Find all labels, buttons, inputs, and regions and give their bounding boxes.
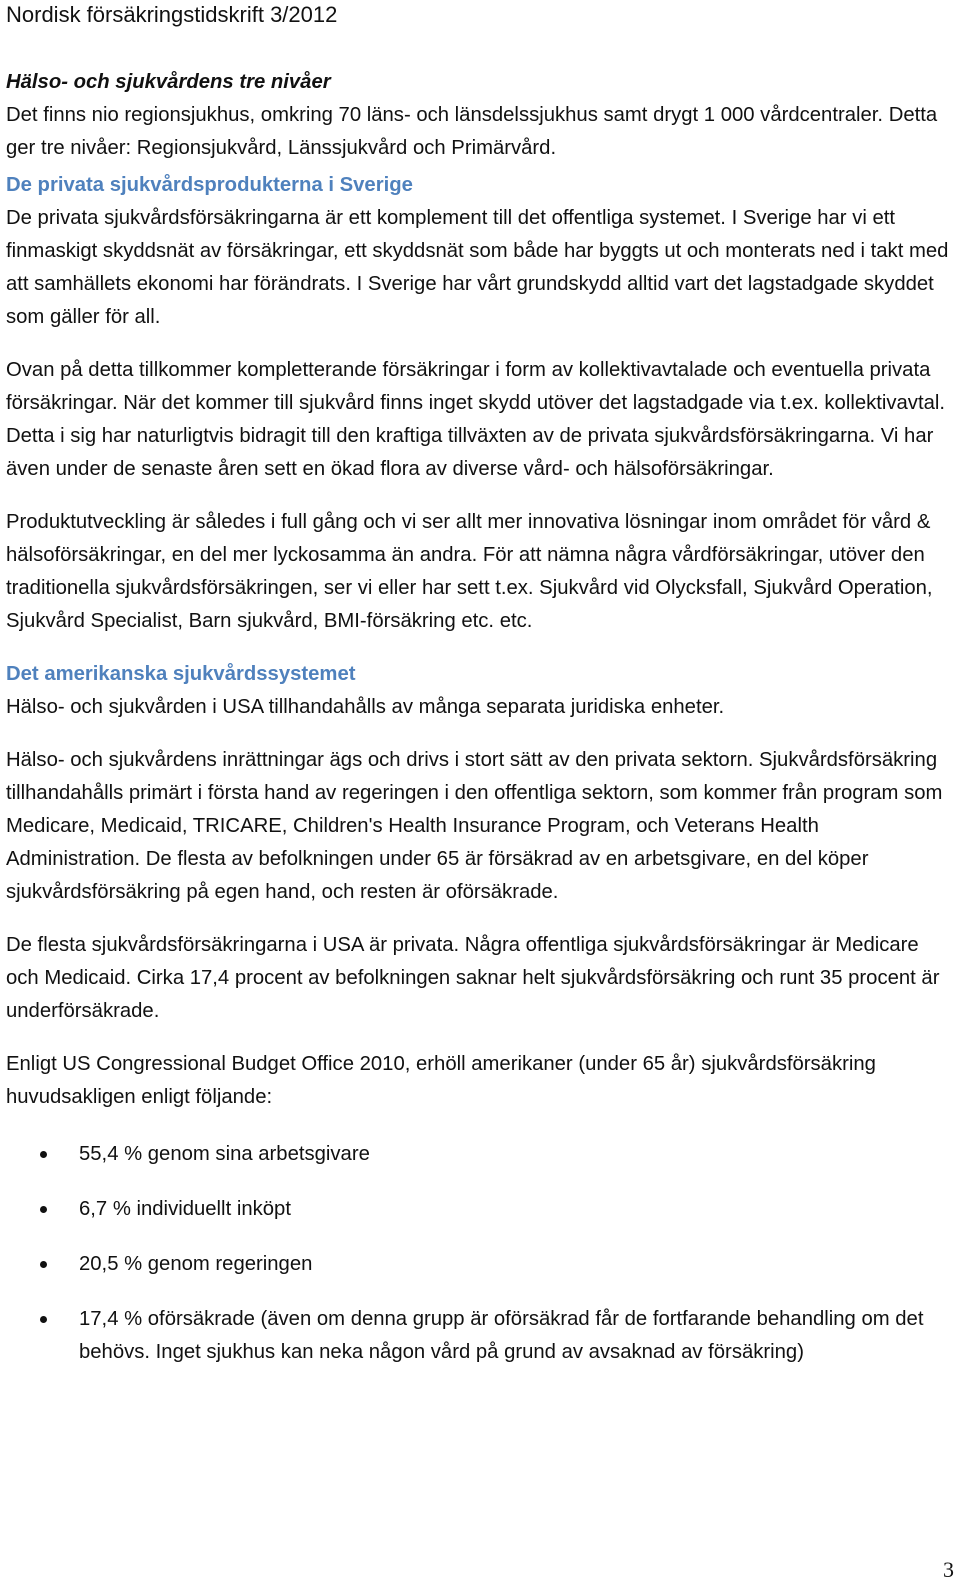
paragraph-nivaer: Det finns nio regionsjukhus, omkring 70 läns- och länsdelssjukhus samt drygt 1 000 vårdcentraler. Detta ger tre nivåer: Regionsjukvård, Länssjukvård och Primärvård. xyxy=(6,104,938,159)
bullet-icon xyxy=(40,1316,47,1323)
bullet-icon xyxy=(40,1261,47,1268)
list-item-text: 17,4 % oförsäkrade (även om denna grupp är oförsäkrad får de fortfarande behandling om det behövs. Inget sjukhus kan neka någon vård på grund av avsaknad av försäkring) xyxy=(79,1308,924,1363)
section-heading-privata: De privata sjukvårdsprodukterna i Sverige xyxy=(6,174,413,196)
paragraph-usa-1: Hälso- och sjukvården i USA tillhandahålls av många separata juridiska enheter. xyxy=(6,696,725,718)
list-item-text: 55,4 % genom sina arbetsgivare xyxy=(79,1143,370,1165)
list-item-text: 20,5 % genom regeringen xyxy=(79,1253,313,1275)
list-item xyxy=(6,1138,954,1171)
paragraph-privata-3: Produktutveckling är således i full gång och vi ser allt mer innovativa lösningar inom området för vård & hälsoförsäkringar, en del mer lyckosamma än andra. För att nämna några vårdförsäkringar, utöver den traditionella sjukvårdsförsäkringen, ser vi eller har sett t.ex. Sjukvård vid Olycksfall, Sjukvård Operation, Sjukvård Specialist, Barn sjukvård, BMI-försäkring etc. etc. xyxy=(6,511,933,632)
paragraph-privata-1: De privata sjukvårdsförsäkringarna är ett komplement till det offentliga systemet. I Sverige har vi ett finmaskigt skyddsnät av försäkringar, ett skyddsnät som både har byggts ut och monterats ned i takt med att samhällets ekonomi har förändrats. I Sverige har vårt grundskydd alltid vart det lagstadgade skyddet som gäller för all. xyxy=(6,207,949,328)
bullet-icon xyxy=(40,1206,47,1213)
page-number: 3 xyxy=(943,1557,954,1582)
insurance-breakdown-list xyxy=(6,1138,954,1369)
section-heading-nivaer: Hälso- och sjukvårdens tre nivåer xyxy=(6,71,331,93)
paragraph-usa-4: Enligt US Congressional Budget Office 2010, erhöll amerikaner (under 65 år) sjukvårdsförsäkring huvudsakligen enligt följande: xyxy=(6,1053,876,1108)
list-item xyxy=(6,1303,954,1369)
document-page xyxy=(6,0,954,1391)
bullet-icon xyxy=(40,1151,47,1158)
paragraph-privata-2: Ovan på detta tillkommer kompletterande försäkringar i form av kollektivavtalade och eventuella privata försäkringar. När det kommer till sjukvård finns inget skydd utöver det lagstadgade via t.ex. kollektivavtal. Detta i sig har naturligtvis bidragit till den kraftiga tillväxten av de privata sjukvårdsförsäkringarna. Vi har även under de senaste åren sett en ökad flora av diverse vård- och hälsoförsäkringar. xyxy=(6,359,946,480)
paragraph-usa-3: De flesta sjukvårdsförsäkringarna i USA är privata. Några offentliga sjukvårdsförsäkringar är Medicare och Medicaid. Cirka 17,4 procent av befolkningen saknar helt sjukvårdsförsäkring och runt 35 procent är underförsäkrade. xyxy=(6,934,940,1022)
list-item-text: 6,7 % individuellt inköpt xyxy=(79,1198,291,1220)
section-heading-usa: Det amerikanska sjukvårdssystemet xyxy=(6,663,356,685)
list-item xyxy=(6,1248,954,1281)
paragraph-usa-2: Hälso- och sjukvårdens inrättningar ägs och drivs i stort sätt av den privata sektorn. Sjukvårdsförsäkring tillhandahålls primärt i första hand av regeringen i den offentliga sektorn, som kommer från program som Medicare, Medicaid, TRICARE, Children's Health Insurance Program, och Veterans Health Administration. De flesta av befolkningen under 65 är försäkrad av en arbetsgivare, en del köper sjukvårdsförsäkring på egen hand, och resten är oförsäkrade. xyxy=(6,749,943,903)
list-item xyxy=(6,1193,954,1226)
page-header-title: Nordisk försäkringstidskrift 3/2012 xyxy=(6,2,338,27)
